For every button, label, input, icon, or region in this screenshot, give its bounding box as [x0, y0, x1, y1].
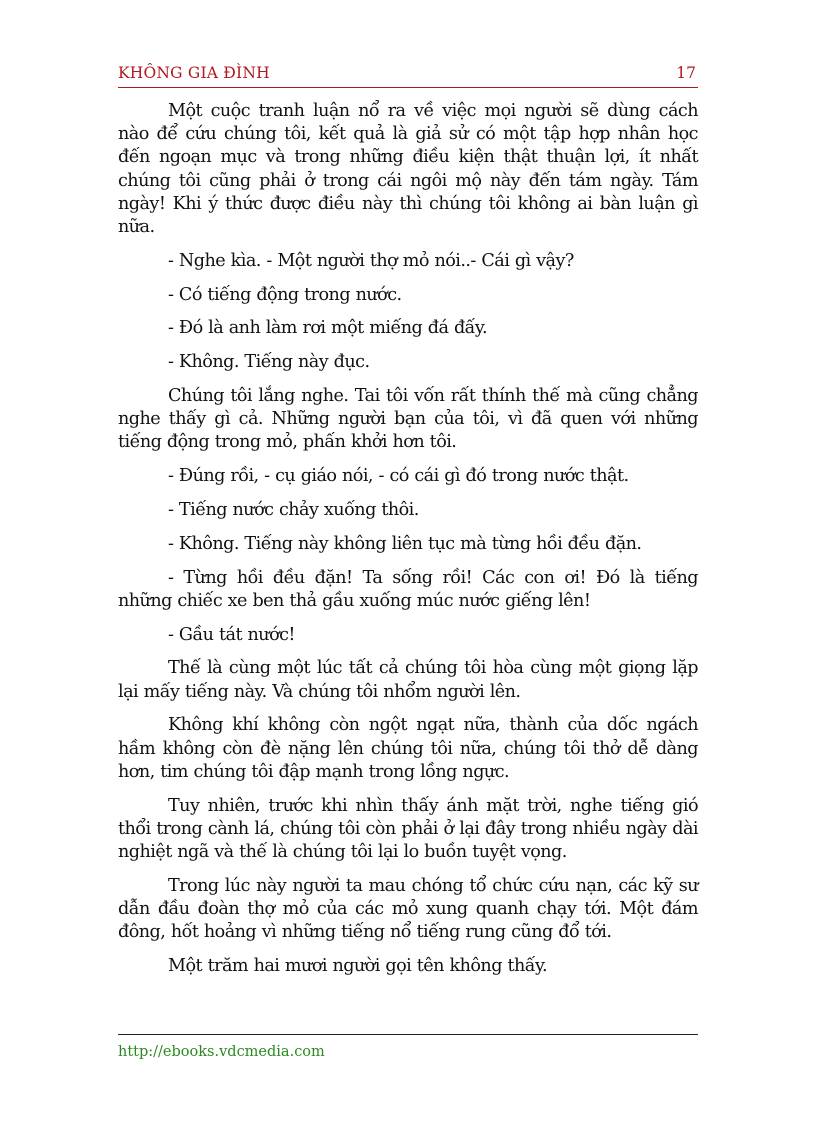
header-divider	[118, 87, 698, 88]
footer-link[interactable]: http://ebooks.vdcmedia.com	[118, 1044, 325, 1060]
page-number: 17	[676, 64, 696, 82]
paragraph: - Không. Tiếng này đục.	[168, 352, 370, 373]
footer-divider	[118, 1034, 698, 1035]
paragraph: - Nghe kìa. - Một người thợ mỏ nói..- Cái gì vậy?	[168, 250, 574, 271]
body-text	[118, 100, 698, 989]
paragraph: - Đúng rồi, - cụ giáo nói, - có cái gì đó trong nước thật.	[168, 466, 629, 487]
paragraph: Chúng tôi lắng nghe. Tai tôi vốn rất thính thế mà cũng chẳng nghe thấy gì cả. Những người bạn của tôi, vì đã quen với những tiếng động trong mỏ, phấn khởi hơn tôi.	[118, 386, 698, 453]
paragraph: - Gầu tát nước!	[168, 624, 295, 645]
paragraph: - Có tiếng động trong nước.	[168, 284, 402, 305]
paragraph: - Đó là anh làm rơi một miếng đá đấy.	[168, 318, 487, 339]
paragraph: - Từng hồi đều đặn! Ta sống rồi! Các con ơi! Đó là tiếng những chiếc xe ben thả gầu xuống múc nước giếng lên!	[118, 567, 698, 611]
paragraph: Thế là cùng một lúc tất cả chúng tôi hòa cùng một giọng lặp lại mấy tiếng này. Và chúng tôi nhổm người lên.	[118, 658, 698, 702]
page-header	[118, 62, 698, 84]
paragraph: Không khí không còn ngột ngạt nữa, thành của dốc ngách hầm không còn đè nặng lên chúng tôi nữa, chúng tôi thở dễ dàng hơn, tim chúng tôi đập mạnh trong lồng ngực.	[118, 715, 698, 782]
paragraph: Một trăm hai mươi người gọi tên không thấy.	[168, 956, 548, 976]
paragraph: - Tiếng nước chảy xuống thôi.	[168, 500, 419, 520]
paragraph: - Không. Tiếng này không liên tục mà từng hồi đều đặn.	[168, 533, 642, 554]
book-title: KHÔNG GIA ĐÌNH	[118, 64, 270, 82]
paragraph: Trong lúc này người ta mau chóng tổ chức cứu nạn, các kỹ sư dẫn đầu đoàn thợ mỏ của các mỏ xung quanh chạy tới. Một đám đông, hốt hoảng vì những tiếng nổ tiếng rung cũng đổ tới.	[118, 875, 698, 943]
paragraph: Tuy nhiên, trước khi nhìn thấy ánh mặt trời, nghe tiếng gió thổi trong cành lá, chúng tôi còn phải ở lại đây trong nhiều ngày dài nghiệt ngã và thế là chúng tôi lại lo buồn tuyệt vọng.	[118, 795, 698, 862]
paragraph: Một cuộc tranh luận nổ ra về việc mọi người sẽ dùng cách nào để cứu chúng tôi, kết quả là giả sử có một tập hợp nhân học đến ngoạn mục và trong những điều kiện thật thuận lợi, ít nhất chúng tôi cũng phải ở trong cái ngôi mộ này đến tám ngày. Tám ngày! Khi ý thức được điều này thì chúng tôi không ai bàn luận gì nữa.	[118, 101, 698, 238]
